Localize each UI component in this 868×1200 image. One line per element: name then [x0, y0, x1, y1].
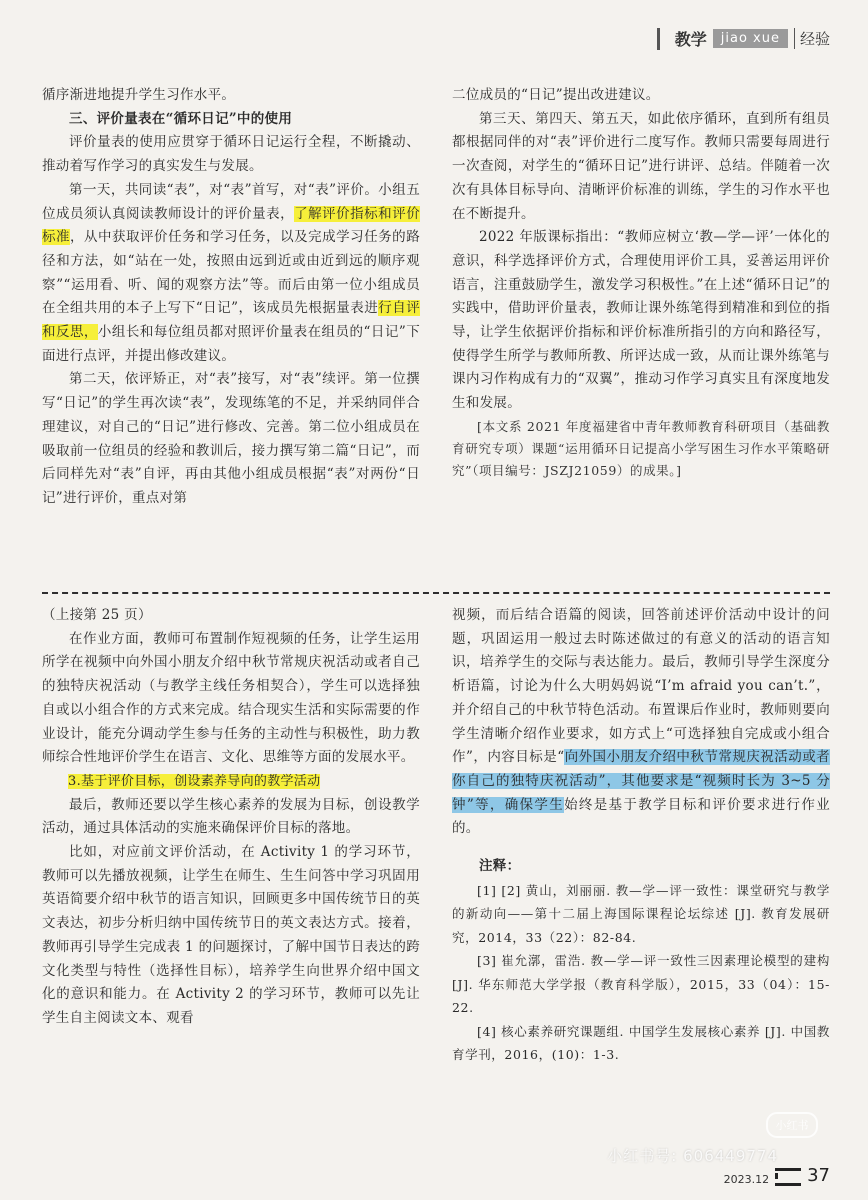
note-item: [3] 崔允漷，雷浩. 教—学—评一致性三因素理论模型的建构 [J]. 华东师范大学学报（教育科学版），2015，33（04）：15-22. — [452, 953, 830, 1016]
top-right-column — [452, 84, 830, 482]
page-footer — [724, 1165, 830, 1186]
note-item: [4] 核心素养研究课题组. 中国学生发展核心素养 [J]. 中国教育学刊，2016，(10)：1-3. — [452, 1023, 830, 1063]
paragraph: 第二天，依评矫正，对“表”接写，对“表”续评。第一位撰写“日记”的学生再次读“表”，发现练笔的不足，并采纳同伴合理建议，对自己的“日记”进行修改、完善。第二位小组成员在吸取前一位组员的经验和教训后，接力撰写第二篇“日记”，而后同样先对“表”自评，再由其他小组成员根据“表”对两份“日记”进行评价，重点对第 — [42, 371, 420, 506]
paragraph: 最后，教师还要以学生核心素养的发展为目标，创设教学活动，通过具体活动的实施来确保评价目标的落地。 — [42, 796, 420, 837]
text-run: 始终是基于教学目标和评价要求进行作业的。 — [452, 796, 830, 837]
paragraph — [42, 179, 420, 369]
bottom-left-column — [42, 604, 420, 1031]
journal-logo-icon — [775, 1168, 801, 1186]
paragraph: 评价量表的使用应贯穿于循环日记运行全程，不断撬动、推动着写作学习的真实发生与发展。 — [42, 134, 420, 175]
issue-date: 2023.12 — [723, 1173, 770, 1186]
text-run: ，从中获取评价任务和学习任务，以及完成学习任务的路径和方法，如“站在一处，按照由远到近或由近到远的顺序观察”“运用看、听、闻的观察方法”等。而后由第一位小组成员在全组共用的本子上写下“日记”，该成员先根据量表进 — [42, 229, 420, 317]
project-note: [本文系 2021 年度福建省中青年教师教育科研项目（基础教育研究专项）课题“运用循环日记提高小学写困生习作水平策略研究”（项目编号：JSZJ21059）的成果。] — [452, 418, 830, 478]
paragraph: 比如，对应前文评价活动，在 Activity 1 的学习环节，教师可以先播放视频，让学生在师生、生生问答中学习巩固用英语简要介绍中秋节的语言知识，回顾更多中国传统节日的英文表达，初步分析归纳中国传统节日的英文表达方式。接着，教师再引导学生完成表 1 的问题探讨，了解中国节日表达的跨文化类型与特性（选择性目标），培养学生向世界介绍中国文化的意识和能力。在 Activity 2 的学习环节，教师可以先让学生自主阅读文本、观看 — [42, 844, 420, 1026]
section-heading: 三、评价量表在“循环日记”中的使用 — [69, 110, 293, 127]
subheading — [42, 770, 420, 794]
paragraph: 第三天、第四天、第五天，如此依序循环，直到所有组员都根据同伴的对“表”评价进行二度写作。教师只需要每周进行一次查阅，对学生的“循环日记”进行讲评、总结。伴随着一次次有具体目标导向、清晰评价标准的训练，学生的习作水平也在不断提升。 — [452, 110, 830, 222]
paragraph: 循序渐进地提升学生习作水平。 — [42, 87, 236, 103]
header-section-zh: 教学 — [674, 29, 707, 49]
highlighted-text: 行自评和反思， — [42, 300, 420, 341]
header-pinyin: jiao xue — [713, 29, 788, 48]
text-run: 小组长和每位组员都对照评价量表在组员的“日记”下面进行点评，并提出修改建议。 — [42, 324, 420, 364]
paragraph: 二位成员的“日记”提出改进建议。 — [452, 87, 660, 103]
paragraph: 2022 年版课标指出：“教师应树立‘教—学—评’一体化的意识，科学选择评价方式，合理使用评价工具，妥善运用评价语言，注重鼓励学生，激发学习积极性。”在上述“循环日记”的实践中，借助评价量表，教师让课外练笔得到精准和到位的指导，让学生依据评价指标和评价标准所指引的方向和路径写，使得学生所学与教师所教、所评达成一致，从而让课外练笔与课内习作构成有力的“双翼”，推动习作学习真实且有深度地发生和发展。 — [452, 229, 830, 412]
page-number: 37 — [807, 1165, 830, 1186]
highlighted-text: 了解评价指标和评价标准 — [42, 205, 420, 246]
text-run: 第一天，共同读“表”，对“表”首写，对“表”评价。小组五位成员须认真阅读教师设计的评价量表， — [42, 181, 420, 222]
running-header — [675, 24, 830, 52]
paragraph — [452, 604, 830, 841]
highlighted-text: 向外国小朋友介绍中秋节常规庆祝活动或者你自己的独特庆祝活动”，其他要求是“视频时长为 3~5 分钟”等，确保学生 — [452, 749, 830, 813]
note-item: [1] [2] 黄山，刘丽丽. 教—学—评一致性：课堂研究与教学的新动向——第十二届上海国际课程论坛综述 [J]. 教育发展研究，2014，33（22）：82-84. — [452, 882, 830, 945]
header-subsection-zh: 经验 — [794, 28, 830, 49]
header-rule — [657, 28, 660, 50]
text-run: 视频，而后结合语篇的阅读，回答前述评价活动中设计的问题，巩固运用一般过去时陈述做过的有意义的活动的语言知识，培养学生的交际与表达能力。最后，教师引导学生深度分析语篇，讨论为什么大明妈妈说“I’m afraid you can’t.”，并介绍自己的中秋节特色活动。布置课后作业时，教师则要向学生清晰介绍作业要求，如方式上“可选择独自完成或小组合作”，内容目标是“ — [452, 607, 830, 766]
watermark-text: 小红书号: 606449774 — [607, 1147, 778, 1165]
paragraph: 在作业方面，教师可布置制作短视频的任务，让学生运用所学在视频中向外国小朋友介绍中秋节常规庆祝活动或者自己的独特庆祝活动（与教学主线任务相契合），学生可以选择独自或以小组合作的方式来完成。结合现实生活和实际需要的作业设计，能充分调动学生参与任务的主动性与积极性，助力教师综合性地评价学生在语言、文化、思维等方面的发展水平。 — [42, 630, 420, 766]
continued-from: （上接第 25 页） — [42, 607, 152, 623]
notes-title: 注释： — [479, 858, 521, 875]
article-divider — [42, 592, 830, 594]
bottom-right-column — [452, 604, 830, 1067]
top-left-column — [42, 84, 420, 511]
watermark-badge: 小红书 — [766, 1112, 818, 1138]
highlighted-text: 3.基于评价目标，创设素养导向的教学活动 — [68, 773, 321, 789]
